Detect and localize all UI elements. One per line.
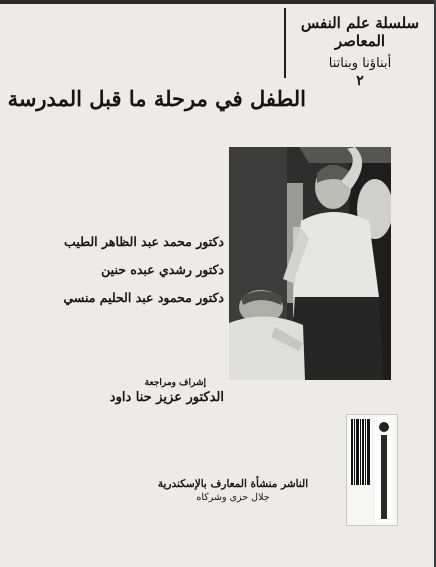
series-header bbox=[284, 8, 434, 89]
library-barcode-stamp bbox=[346, 414, 398, 526]
series-subtitle: أبناؤنا وبناتنا bbox=[328, 56, 392, 71]
series-title: سلسلة علم النفس المعاصر bbox=[300, 14, 420, 50]
barcode-icon bbox=[347, 415, 397, 525]
series-number: ٢ bbox=[356, 73, 364, 89]
supervision-label: إشراف ومراجعة bbox=[144, 378, 206, 388]
authors-list bbox=[52, 228, 224, 312]
publisher-name: الناشر منشأة المعارف بالإسكندرية bbox=[157, 478, 309, 490]
children-photo-image bbox=[229, 147, 391, 380]
cover-photo bbox=[229, 147, 391, 380]
author-2: دكتور رشدي عبده حنين bbox=[101, 262, 224, 277]
supervisor-name: الدكتور عزيز حنا داود bbox=[109, 390, 224, 405]
author-3: دكتور محمود عبد الحليم منسي bbox=[63, 290, 224, 305]
scan-edge-top bbox=[0, 0, 436, 4]
author-1: دكتور محمد عبد الظاهر الطيب bbox=[64, 234, 224, 249]
publisher-partners: جلال حزى وشركاه bbox=[196, 492, 270, 503]
book-title: الطفل في مرحلة ما قبل المدرسة bbox=[7, 86, 306, 111]
supervision-block bbox=[90, 378, 224, 405]
publisher-block bbox=[138, 478, 328, 503]
